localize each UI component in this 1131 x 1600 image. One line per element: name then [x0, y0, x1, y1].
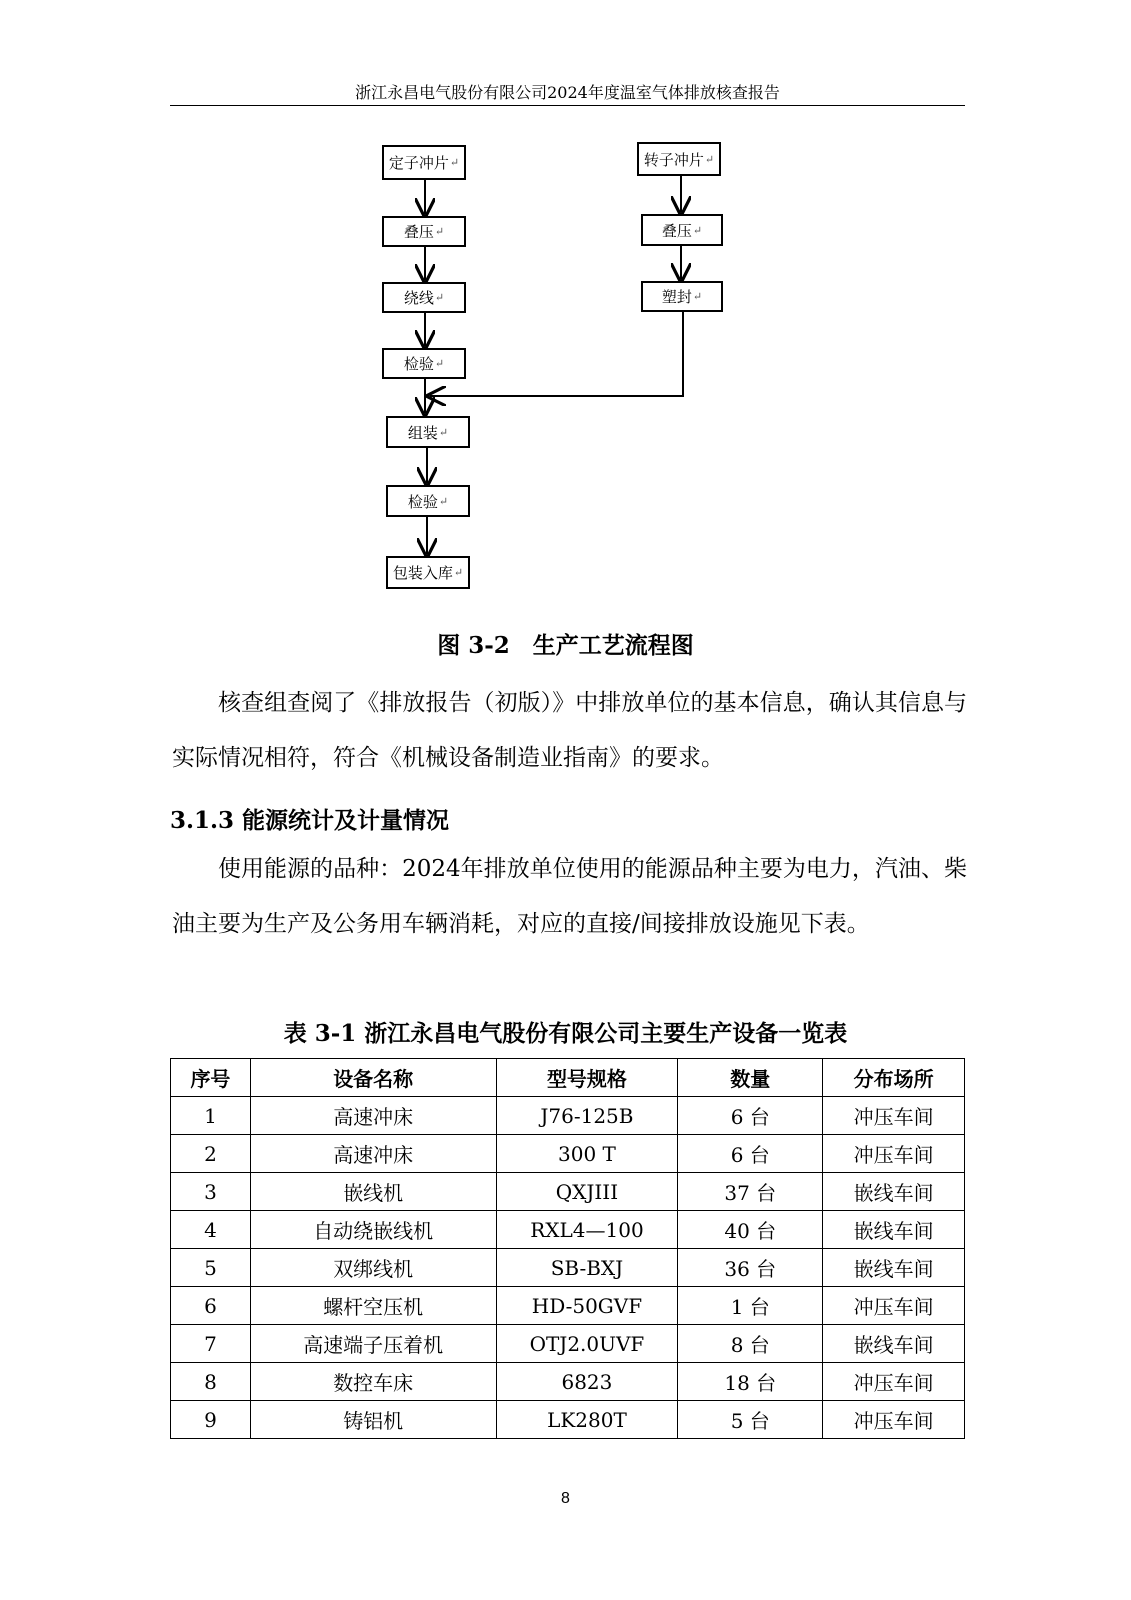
cell-model: SB-BXJ	[496, 1249, 678, 1287]
flowchart-connectors	[0, 0, 1131, 600]
cell-location: 嵌线车间	[823, 1211, 965, 1249]
flow-node-assembly: 组装 ↵	[386, 416, 470, 448]
cell-equipment-name: 双绑线机	[250, 1249, 496, 1287]
flow-node-winding: 绕线 ↵	[382, 282, 466, 313]
flow-node-inspection-1: 检验 ↵	[382, 348, 466, 379]
table-row	[171, 1325, 965, 1363]
cell-location: 嵌线车间	[823, 1249, 965, 1287]
cell-quantity: 18 台	[678, 1363, 823, 1401]
cell-model: 6823	[496, 1363, 678, 1401]
figure-caption: 图 3-2 生产工艺流程图	[437, 632, 694, 659]
table-row	[171, 1249, 965, 1287]
table-row	[171, 1173, 965, 1211]
cell-equipment-name: 数控车床	[250, 1363, 496, 1401]
table-row	[171, 1097, 965, 1135]
cell-quantity: 6 台	[678, 1135, 823, 1173]
cell-quantity: 37 台	[678, 1173, 823, 1211]
col-header-equipment-name: 设备名称	[250, 1059, 496, 1097]
flow-node-plastic-sealing: 塑封 ↵	[641, 281, 723, 312]
cell-location: 冲压车间	[823, 1135, 965, 1173]
running-header: 浙江永昌电气股份有限公司2024年度温室气体排放核查报告	[355, 83, 780, 102]
equipment-table	[170, 1058, 965, 1439]
cell-model: J76-125B	[496, 1097, 678, 1135]
cell-location: 冲压车间	[823, 1287, 965, 1325]
table-row	[171, 1287, 965, 1325]
table-title: 表 3-1 浙江永昌电气股份有限公司主要生产设备一览表	[283, 1020, 848, 1047]
flow-node-stator-punching: 定子冲片 ↵	[382, 145, 466, 180]
flow-node-rotor-punching: 转子冲片 ↵	[637, 142, 721, 176]
cell-model: RXL4—100	[496, 1211, 678, 1249]
cell-index: 8	[171, 1363, 251, 1401]
cell-index: 7	[171, 1325, 251, 1363]
table-row	[171, 1363, 965, 1401]
cell-model: OTJ2.0UVF	[496, 1325, 678, 1363]
cell-index: 5	[171, 1249, 251, 1287]
cell-location: 嵌线车间	[823, 1325, 965, 1363]
cell-quantity: 8 台	[678, 1325, 823, 1363]
table-row	[171, 1211, 965, 1249]
col-header-index: 序号	[171, 1059, 251, 1097]
table-header-row	[171, 1059, 965, 1097]
paragraph-verification: 核查组查阅了《排放报告（初版）》中排放单位的基本信息，确认其信息与实际情况相符，符合《机械设备制造业指南》的要求。	[172, 690, 967, 771]
cell-model: QXJIII	[496, 1173, 678, 1211]
cell-equipment-name: 铸铝机	[250, 1401, 496, 1439]
cell-model: HD-50GVF	[496, 1287, 678, 1325]
flow-node-inspection-2: 检验 ↵	[386, 485, 470, 517]
cell-quantity: 5 台	[678, 1401, 823, 1439]
cell-quantity: 36 台	[678, 1249, 823, 1287]
cell-index: 3	[171, 1173, 251, 1211]
page-number: 8	[561, 1490, 570, 1507]
table-row	[171, 1401, 965, 1439]
flow-node-packing-storage: 包装入库 ↵	[386, 556, 470, 589]
cell-equipment-name: 高速端子压着机	[250, 1325, 496, 1363]
cell-index: 9	[171, 1401, 251, 1439]
cell-location: 冲压车间	[823, 1401, 965, 1439]
cell-model: 300 T	[496, 1135, 678, 1173]
cell-model: LK280T	[496, 1401, 678, 1439]
col-header-model: 型号规格	[496, 1059, 678, 1097]
table-row	[171, 1135, 965, 1173]
arrow-merge	[430, 311, 683, 396]
flow-node-rotor-stacking: 叠压 ↵	[641, 214, 723, 246]
section-heading: 3.1.3 能源统计及计量情况	[170, 807, 450, 834]
cell-equipment-name: 螺杆空压机	[250, 1287, 496, 1325]
col-header-quantity: 数量	[678, 1059, 823, 1097]
cell-index: 4	[171, 1211, 251, 1249]
cell-equipment-name: 高速冲床	[250, 1097, 496, 1135]
cell-quantity: 40 台	[678, 1211, 823, 1249]
cell-index: 6	[171, 1287, 251, 1325]
cell-index: 2	[171, 1135, 251, 1173]
cell-index: 1	[171, 1097, 251, 1135]
cell-location: 冲压车间	[823, 1363, 965, 1401]
cell-location: 冲压车间	[823, 1097, 965, 1135]
flow-node-stacking: 叠压 ↵	[382, 216, 466, 247]
cell-quantity: 1 台	[678, 1287, 823, 1325]
cell-quantity: 6 台	[678, 1097, 823, 1135]
cell-equipment-name: 高速冲床	[250, 1135, 496, 1173]
col-header-location: 分布场所	[823, 1059, 965, 1097]
cell-equipment-name: 自动绕嵌线机	[250, 1211, 496, 1249]
cell-equipment-name: 嵌线机	[250, 1173, 496, 1211]
cell-location: 嵌线车间	[823, 1173, 965, 1211]
paragraph-energy-types: 使用能源的品种：2024年排放单位使用的能源品种主要为电力，汽油、柴油主要为生产及公务用车辆消耗，对应的直接/间接排放设施见下表。	[172, 856, 967, 937]
